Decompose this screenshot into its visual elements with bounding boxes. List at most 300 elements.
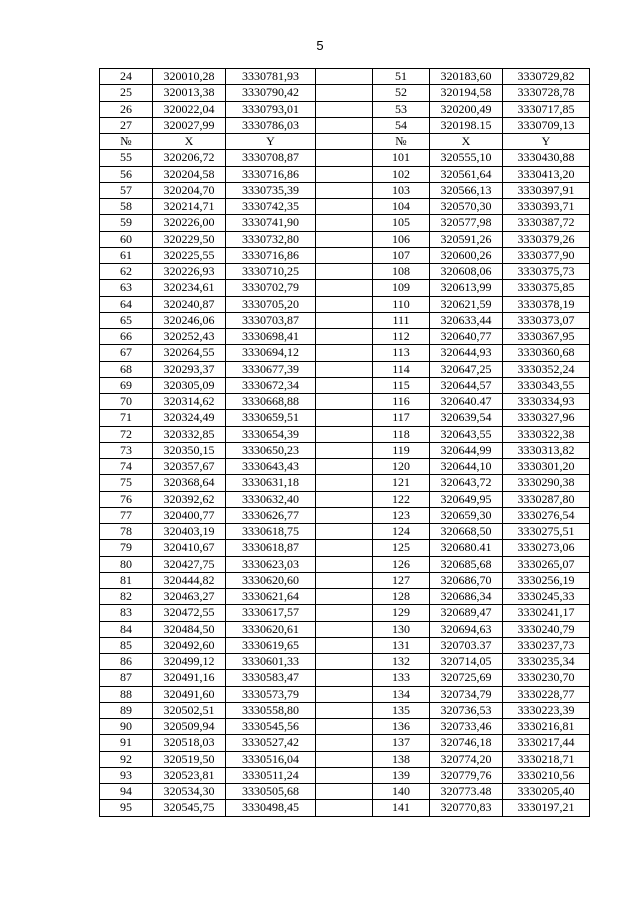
table-row: [100, 637, 590, 653]
table-row: [100, 345, 590, 361]
y-coordinate: 3330677,39: [226, 361, 316, 377]
y-coordinate: 3330716,86: [226, 247, 316, 263]
table-row: [100, 670, 590, 686]
y-coordinate: 3330393,71: [503, 199, 590, 215]
column-gap: [316, 329, 373, 345]
point-number: 103: [373, 182, 430, 198]
point-number: 92: [100, 751, 153, 767]
x-coordinate: 320491,16: [153, 670, 226, 686]
x-coordinate: 320484,50: [153, 621, 226, 637]
x-coordinate: 320225,55: [153, 247, 226, 263]
x-coordinate: 320689,47: [430, 605, 503, 621]
point-number: 118: [373, 426, 430, 442]
header-number: №: [373, 134, 430, 150]
x-coordinate: 320022,04: [153, 101, 226, 117]
x-coordinate: 320577,98: [430, 215, 503, 231]
x-coordinate: 320293,37: [153, 361, 226, 377]
y-coordinate: 3330240,79: [503, 621, 590, 637]
y-coordinate: 3330735,39: [226, 182, 316, 198]
point-number: 111: [373, 312, 430, 328]
point-number: 95: [100, 800, 153, 816]
point-number: 138: [373, 751, 430, 767]
x-coordinate: 320472,55: [153, 605, 226, 621]
y-coordinate: 3330230,70: [503, 670, 590, 686]
y-coordinate: 3330273,06: [503, 540, 590, 556]
x-coordinate: 320733,46: [430, 719, 503, 735]
table-row: [100, 491, 590, 507]
table-row: [100, 296, 590, 312]
column-gap: [316, 215, 373, 231]
point-number: 119: [373, 442, 430, 458]
point-number: 93: [100, 767, 153, 783]
y-coordinate: 3330290,38: [503, 475, 590, 491]
x-coordinate: 320027,99: [153, 117, 226, 133]
column-gap: [316, 540, 373, 556]
table-row: [100, 621, 590, 637]
x-coordinate: 320644,10: [430, 459, 503, 475]
y-coordinate: 3330378,19: [503, 296, 590, 312]
point-number: 105: [373, 215, 430, 231]
point-number: 77: [100, 507, 153, 523]
point-number: 123: [373, 507, 430, 523]
column-gap: [316, 459, 373, 475]
y-coordinate: 3330276,54: [503, 507, 590, 523]
column-gap: [316, 784, 373, 800]
y-coordinate: 3330223,39: [503, 702, 590, 718]
y-coordinate: 3330397,91: [503, 182, 590, 198]
x-coordinate: 320392,62: [153, 491, 226, 507]
table-row: [100, 507, 590, 523]
x-coordinate: 320640,77: [430, 329, 503, 345]
y-coordinate: 3330228,77: [503, 686, 590, 702]
column-gap: [316, 69, 373, 85]
y-coordinate: 3330786,03: [226, 117, 316, 133]
x-coordinate: 320305,09: [153, 377, 226, 393]
table-row: [100, 605, 590, 621]
y-coordinate: 3330705,20: [226, 296, 316, 312]
point-number: 128: [373, 589, 430, 605]
x-coordinate: 320509,94: [153, 719, 226, 735]
column-gap: [316, 589, 373, 605]
y-coordinate: 3330498,45: [226, 800, 316, 816]
x-coordinate: 320214,71: [153, 199, 226, 215]
x-coordinate: 320608,06: [430, 264, 503, 280]
column-gap: [316, 426, 373, 442]
x-coordinate: 320357,67: [153, 459, 226, 475]
point-number: 65: [100, 312, 153, 328]
table-row: [100, 280, 590, 296]
x-coordinate: 320499,12: [153, 654, 226, 670]
point-number: 106: [373, 231, 430, 247]
y-coordinate: 3330322,38: [503, 426, 590, 442]
table-row: [100, 702, 590, 718]
point-number: 74: [100, 459, 153, 475]
column-gap: [316, 199, 373, 215]
x-coordinate: 320644,99: [430, 442, 503, 458]
table-row: [100, 182, 590, 198]
point-number: 122: [373, 491, 430, 507]
header-y: Y: [226, 134, 316, 150]
point-number: 115: [373, 377, 430, 393]
x-coordinate: 320694,63: [430, 621, 503, 637]
column-gap: [316, 410, 373, 426]
column-gap: [316, 231, 373, 247]
column-gap: [316, 767, 373, 783]
y-coordinate: 3330210,56: [503, 767, 590, 783]
column-gap: [316, 150, 373, 166]
x-coordinate: 320534,30: [153, 784, 226, 800]
point-number: 85: [100, 637, 153, 653]
x-coordinate: 320686,34: [430, 589, 503, 605]
column-gap: [316, 686, 373, 702]
y-coordinate: 3330668,88: [226, 394, 316, 410]
point-number: 79: [100, 540, 153, 556]
point-number: 136: [373, 719, 430, 735]
y-coordinate: 3330343,55: [503, 377, 590, 393]
column-gap: [316, 312, 373, 328]
table-row: [100, 199, 590, 215]
y-coordinate: 3330710,25: [226, 264, 316, 280]
point-number: 137: [373, 735, 430, 751]
coordinates-table-body: [100, 69, 590, 817]
point-number: 84: [100, 621, 153, 637]
page-number: 5: [316, 38, 324, 53]
point-number: 63: [100, 280, 153, 296]
point-number: 80: [100, 556, 153, 572]
x-coordinate: 320463,27: [153, 589, 226, 605]
x-coordinate: 320350,15: [153, 442, 226, 458]
y-coordinate: 3330729,82: [503, 69, 590, 85]
x-coordinate: 320555,10: [430, 150, 503, 166]
y-coordinate: 3330275,51: [503, 524, 590, 540]
point-number: 116: [373, 394, 430, 410]
x-coordinate: 320647,25: [430, 361, 503, 377]
point-number: 101: [373, 150, 430, 166]
x-coordinate: 320240,87: [153, 296, 226, 312]
y-coordinate: 3330626,77: [226, 507, 316, 523]
x-coordinate: 320643,72: [430, 475, 503, 491]
column-gap: [316, 394, 373, 410]
y-coordinate: 3330245,33: [503, 589, 590, 605]
column-gap: [316, 572, 373, 588]
x-coordinate: 320234,61: [153, 280, 226, 296]
x-coordinate: 320633,44: [430, 312, 503, 328]
x-coordinate: 320523,81: [153, 767, 226, 783]
x-coordinate: 320774,20: [430, 751, 503, 767]
table-row: [100, 231, 590, 247]
column-gap: [316, 524, 373, 540]
column-gap: [316, 621, 373, 637]
x-coordinate: 320444,82: [153, 572, 226, 588]
column-gap: [316, 85, 373, 101]
point-number: 26: [100, 101, 153, 117]
y-coordinate: 3330618,87: [226, 540, 316, 556]
table-row: [100, 69, 590, 85]
y-coordinate: 3330643,43: [226, 459, 316, 475]
y-coordinate: 3330205,40: [503, 784, 590, 800]
y-coordinate: 3330781,93: [226, 69, 316, 85]
header-x: X: [430, 134, 503, 150]
column-gap: [316, 361, 373, 377]
table-row: [100, 264, 590, 280]
header-x: X: [153, 134, 226, 150]
point-number: 117: [373, 410, 430, 426]
header-y: Y: [503, 134, 590, 150]
x-coordinate: 320570,30: [430, 199, 503, 215]
y-coordinate: 3330379,26: [503, 231, 590, 247]
table-row: [100, 556, 590, 572]
y-coordinate: 3330659,51: [226, 410, 316, 426]
point-number: 135: [373, 702, 430, 718]
x-coordinate: 320703.37: [430, 637, 503, 653]
column-gap: [316, 280, 373, 296]
table-row: [100, 572, 590, 588]
y-coordinate: 3330631,18: [226, 475, 316, 491]
x-coordinate: 320427,75: [153, 556, 226, 572]
table-row: [100, 719, 590, 735]
point-number: 109: [373, 280, 430, 296]
point-number: 129: [373, 605, 430, 621]
table-header-row: [100, 134, 590, 150]
y-coordinate: 3330617,57: [226, 605, 316, 621]
x-coordinate: 320226,00: [153, 215, 226, 231]
x-coordinate: 320491,60: [153, 686, 226, 702]
column-gap: [316, 117, 373, 133]
y-coordinate: 3330694,12: [226, 345, 316, 361]
y-coordinate: 3330601,33: [226, 654, 316, 670]
x-coordinate: 320668,50: [430, 524, 503, 540]
table-row: [100, 361, 590, 377]
table-row: [100, 377, 590, 393]
x-coordinate: 320410,67: [153, 540, 226, 556]
x-coordinate: 320736,53: [430, 702, 503, 718]
x-coordinate: 320200,49: [430, 101, 503, 117]
point-number: 60: [100, 231, 153, 247]
x-coordinate: 320746,18: [430, 735, 503, 751]
point-number: 107: [373, 247, 430, 263]
y-coordinate: 3330360,68: [503, 345, 590, 361]
y-coordinate: 3330672,34: [226, 377, 316, 393]
y-coordinate: 3330413,20: [503, 166, 590, 182]
point-number: 72: [100, 426, 153, 442]
y-coordinate: 3330256,19: [503, 572, 590, 588]
x-coordinate: 320010,28: [153, 69, 226, 85]
table-row: [100, 85, 590, 101]
y-coordinate: 3330632,40: [226, 491, 316, 507]
x-coordinate: 320518,03: [153, 735, 226, 751]
column-gap: [316, 166, 373, 182]
x-coordinate: 320246,06: [153, 312, 226, 328]
y-coordinate: 3330583,47: [226, 670, 316, 686]
point-number: 87: [100, 670, 153, 686]
table-row: [100, 442, 590, 458]
y-coordinate: 3330511,24: [226, 767, 316, 783]
point-number: 112: [373, 329, 430, 345]
x-coordinate: 320332,85: [153, 426, 226, 442]
y-coordinate: 3330623,03: [226, 556, 316, 572]
x-coordinate: 320252,43: [153, 329, 226, 345]
y-coordinate: 3330573,79: [226, 686, 316, 702]
x-coordinate: 320183,60: [430, 69, 503, 85]
table-row: [100, 800, 590, 816]
point-number: 140: [373, 784, 430, 800]
y-coordinate: 3330708,87: [226, 150, 316, 166]
table-row: [100, 150, 590, 166]
y-coordinate: 3330709,13: [503, 117, 590, 133]
column-gap: [316, 800, 373, 816]
y-coordinate: 3330717,85: [503, 101, 590, 117]
point-number: 134: [373, 686, 430, 702]
y-coordinate: 3330216,81: [503, 719, 590, 735]
point-number: 78: [100, 524, 153, 540]
point-number: 25: [100, 85, 153, 101]
y-coordinate: 3330790,42: [226, 85, 316, 101]
x-coordinate: 320545,75: [153, 800, 226, 816]
point-number: 113: [373, 345, 430, 361]
table-row: [100, 459, 590, 475]
point-number: 133: [373, 670, 430, 686]
y-coordinate: 3330241,17: [503, 605, 590, 621]
table-row: [100, 394, 590, 410]
y-coordinate: 3330430,88: [503, 150, 590, 166]
point-number: 86: [100, 654, 153, 670]
column-gap: [316, 345, 373, 361]
table-row: [100, 475, 590, 491]
table-row: [100, 767, 590, 783]
table-row: [100, 654, 590, 670]
point-number: 94: [100, 784, 153, 800]
y-coordinate: 3330619,65: [226, 637, 316, 653]
column-gap: [316, 751, 373, 767]
y-coordinate: 3330558,80: [226, 702, 316, 718]
x-coordinate: 320773.48: [430, 784, 503, 800]
x-coordinate: 320194,58: [430, 85, 503, 101]
column-gap: [316, 101, 373, 117]
x-coordinate: 320659,30: [430, 507, 503, 523]
column-gap: [316, 264, 373, 280]
x-coordinate: 320644,57: [430, 377, 503, 393]
x-coordinate: 320640.47: [430, 394, 503, 410]
point-number: 59: [100, 215, 153, 231]
point-number: 75: [100, 475, 153, 491]
point-number: 56: [100, 166, 153, 182]
column-gap: [316, 735, 373, 751]
table-row: [100, 247, 590, 263]
y-coordinate: 3330698,41: [226, 329, 316, 345]
y-coordinate: 3330621,64: [226, 589, 316, 605]
y-coordinate: 3330620,61: [226, 621, 316, 637]
point-number: 124: [373, 524, 430, 540]
column-gap: [316, 182, 373, 198]
y-coordinate: 3330793,01: [226, 101, 316, 117]
point-number: 89: [100, 702, 153, 718]
column-gap: [316, 475, 373, 491]
column-gap: [316, 134, 373, 150]
column-gap: [316, 670, 373, 686]
x-coordinate: 320314,62: [153, 394, 226, 410]
y-coordinate: 3330516,04: [226, 751, 316, 767]
y-coordinate: 3330527,42: [226, 735, 316, 751]
point-number: 24: [100, 69, 153, 85]
y-coordinate: 3330334,93: [503, 394, 590, 410]
table-row: [100, 410, 590, 426]
table-row: [100, 312, 590, 328]
y-coordinate: 3330742,35: [226, 199, 316, 215]
x-coordinate: 320519,50: [153, 751, 226, 767]
column-gap: [316, 507, 373, 523]
x-coordinate: 320734,79: [430, 686, 503, 702]
column-gap: [316, 719, 373, 735]
point-number: 61: [100, 247, 153, 263]
y-coordinate: 3330703,87: [226, 312, 316, 328]
x-coordinate: 320600,26: [430, 247, 503, 263]
y-coordinate: 3330545,56: [226, 719, 316, 735]
point-number: 76: [100, 491, 153, 507]
point-number: 81: [100, 572, 153, 588]
x-coordinate: 320204,58: [153, 166, 226, 182]
x-coordinate: 320368,64: [153, 475, 226, 491]
column-gap: [316, 702, 373, 718]
point-number: 73: [100, 442, 153, 458]
y-coordinate: 3330741,90: [226, 215, 316, 231]
point-number: 68: [100, 361, 153, 377]
x-coordinate: 320779,76: [430, 767, 503, 783]
x-coordinate: 320566,13: [430, 182, 503, 198]
point-number: 130: [373, 621, 430, 637]
point-number: 132: [373, 654, 430, 670]
x-coordinate: 320680.41: [430, 540, 503, 556]
coordinates-table: [99, 68, 590, 817]
y-coordinate: 3330217,44: [503, 735, 590, 751]
y-coordinate: 3330377,90: [503, 247, 590, 263]
point-number: 90: [100, 719, 153, 735]
x-coordinate: 320204,70: [153, 182, 226, 198]
y-coordinate: 3330197,21: [503, 800, 590, 816]
x-coordinate: 320492,60: [153, 637, 226, 653]
y-coordinate: 3330352,24: [503, 361, 590, 377]
point-number: 104: [373, 199, 430, 215]
point-number: 102: [373, 166, 430, 182]
point-number: 121: [373, 475, 430, 491]
x-coordinate: 320639,54: [430, 410, 503, 426]
point-number: 64: [100, 296, 153, 312]
table-row: [100, 524, 590, 540]
x-coordinate: 320591,26: [430, 231, 503, 247]
table-row: [100, 215, 590, 231]
point-number: 53: [373, 101, 430, 117]
y-coordinate: 3330387,72: [503, 215, 590, 231]
table-row: [100, 101, 590, 117]
point-number: 58: [100, 199, 153, 215]
y-coordinate: 3330618,75: [226, 524, 316, 540]
x-coordinate: 320686,70: [430, 572, 503, 588]
y-coordinate: 3330313,82: [503, 442, 590, 458]
point-number: 127: [373, 572, 430, 588]
point-number: 126: [373, 556, 430, 572]
x-coordinate: 320725,69: [430, 670, 503, 686]
y-coordinate: 3330650,23: [226, 442, 316, 458]
x-coordinate: 320206,72: [153, 150, 226, 166]
x-coordinate: 320502,51: [153, 702, 226, 718]
column-gap: [316, 247, 373, 263]
point-number: 131: [373, 637, 430, 653]
y-coordinate: 3330287,80: [503, 491, 590, 507]
table-row: [100, 735, 590, 751]
x-coordinate: 320229,50: [153, 231, 226, 247]
point-number: 70: [100, 394, 153, 410]
table-row: [100, 117, 590, 133]
point-number: 69: [100, 377, 153, 393]
